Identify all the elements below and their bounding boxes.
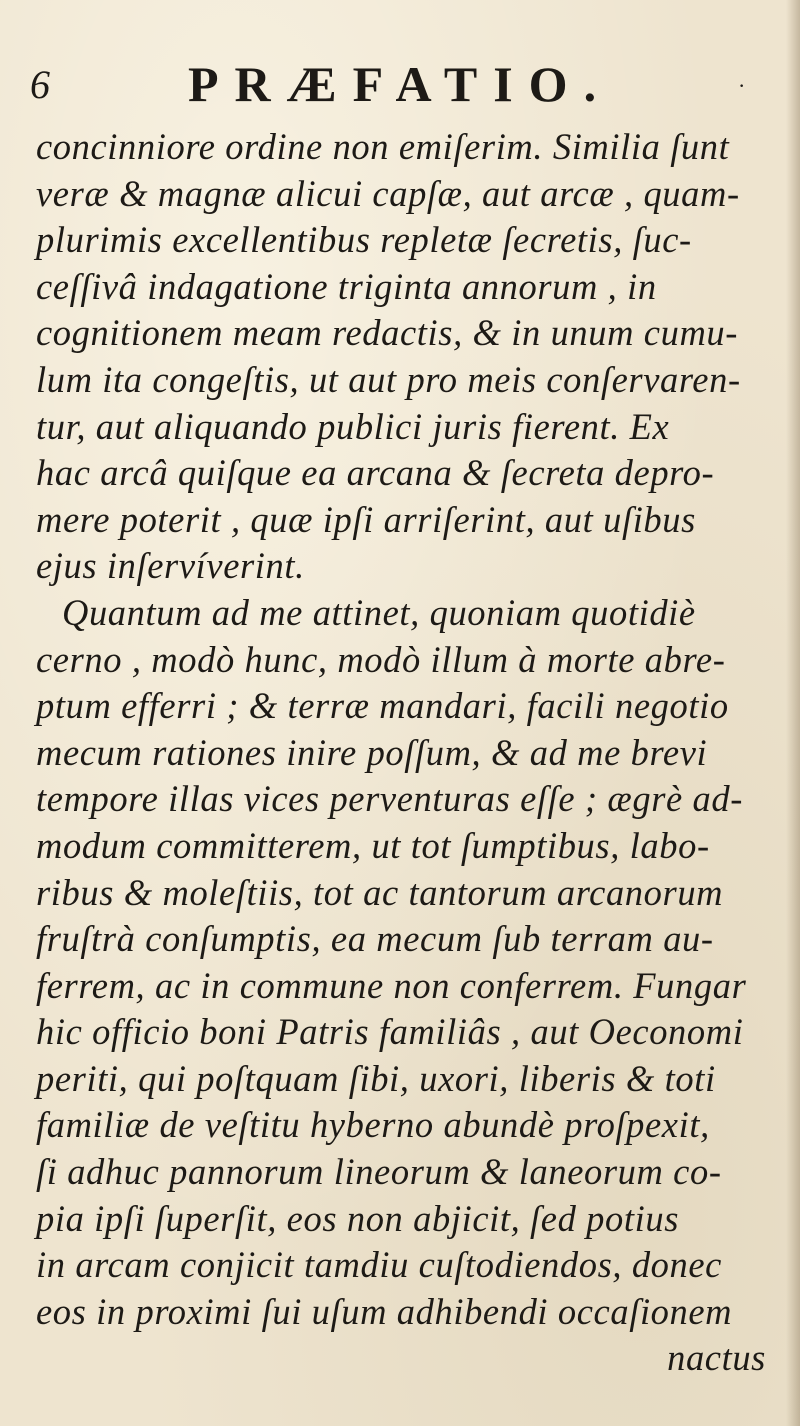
catchword: nactus [667,1337,766,1379]
paragraph-start-line: Quantum ad me attinet, quoniam quotidiè [62,591,696,633]
text-line: eos in proximi ſui uſum adhibendi occaſionem [36,1290,733,1332]
header-mark: · [738,73,746,98]
text-line: ptum efferri ; & terræ mandari, facili negotio [36,685,729,727]
text-line: plurimis excellentibus repletæ ſecretis, ſuc- [36,219,692,261]
page-number: 6 [30,62,50,107]
text-line: mere poterit , quæ ipſi arriſerint, aut uſibus [36,498,696,540]
body-text [36,124,782,1382]
text-line: modum committerem, ut tot ſumptibus, labo- [36,824,710,866]
text-line: tempore illas vices perventuras eſſe ; ægrè ad- [36,778,743,820]
text-line: tur, aut aliquando publici juris fierent. Ex [36,405,670,447]
page-header [30,55,770,115]
text-line: ferrem, ac in commune non conferrem. Fungar [36,964,747,1006]
text-line: hic officio boni Patris familiâs , aut Oeconomi [36,1011,744,1053]
text-line: ſi adhuc pannorum lineorum & laneorum co- [36,1151,722,1193]
text-line: ribus & moleſtiis, tot ac tantorum arcanorum [36,871,724,913]
text-line: lum ita congeſtis, ut aut pro meis conſervaren- [36,358,741,400]
text-line: cognitionem meam redactis, & in unum cumu- [36,312,739,354]
text-line: cerno , modò hunc, modò illum à morte abre- [36,638,726,680]
text-line: familiæ de veſtitu hyberno abundè proſpexit, [36,1104,710,1146]
text-line: in arcam conjicit tamdiu cuſtodiendos, donec [36,1244,722,1286]
text-line: periti, qui poſtquam ſibi, uxori, liberis & toti [36,1057,716,1099]
page-gutter-shadow [786,0,800,1426]
text-line: ceſſivâ indagatione triginta annorum , in [36,265,657,307]
text-line: fruſtrà conſumptis, ea mecum ſub terram au- [36,918,714,960]
text-line: veræ & magnæ alicui capſæ, aut arcæ , quam- [36,172,740,214]
text-line: ejus inſervíverint. [36,545,305,587]
text-line: hac arcâ quiſque ea arcana & ſecreta depro- [36,452,715,494]
text-line: mecum rationes inire poſſum, & ad me brevi [36,731,708,773]
text-line: pia ipſi ſuperſit, eos non abjicit, ſed potius [36,1197,680,1239]
text-line: concinniore ordine non emiſerim. Similia ſunt [36,126,730,167]
running-title: PRÆFATIO. [188,56,613,112]
